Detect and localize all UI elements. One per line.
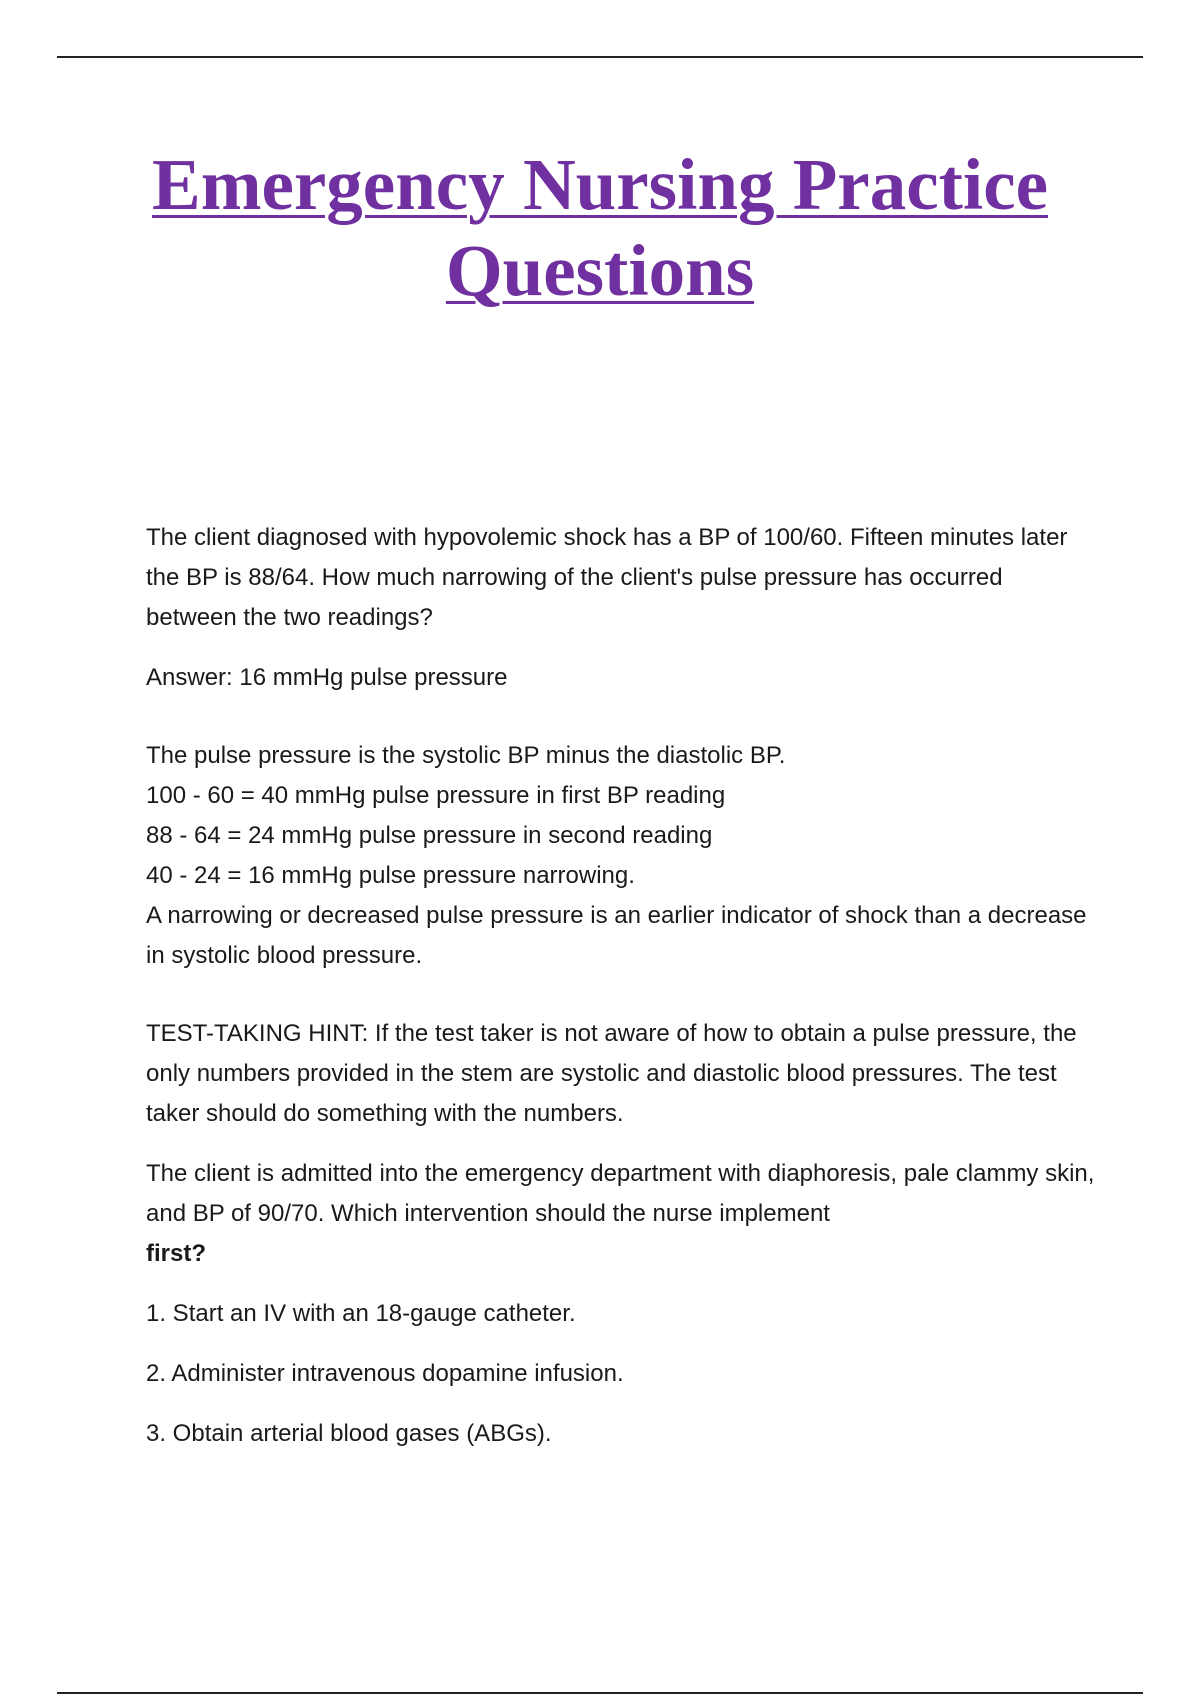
question-1-stem: The client diagnosed with hypovolemic shock has a BP of 100/60. Fifteen minutes later the BP is 88/64. How much narrowing of the client's pulse pressure has occurred between the two readings? (146, 524, 1068, 631)
answer-option: 3. Obtain arterial blood gases (ABGs). (146, 1420, 552, 1447)
answer-option: 2. Administer intravenous dopamine infusion. (146, 1360, 624, 1387)
bottom-rule (57, 1692, 1143, 1694)
top-rule (57, 56, 1143, 58)
title-line-1: Emergency Nursing Practice (152, 144, 1048, 225)
document-body (146, 518, 1096, 1454)
question-2-stem-text: The client is admitted into the emergency department with diaphoresis, pale clammy skin, and BP of 90/70. Which intervention should the nurse implement (146, 1160, 1095, 1227)
document-title (100, 142, 1100, 314)
question-2-stem-emphasis: first? (146, 1240, 206, 1267)
title-line-2: Questions (445, 230, 755, 311)
answer-option: 1. Start an IV with an 18-gauge catheter. (146, 1300, 576, 1327)
explanation-line: 88 - 64 = 24 mmHg pulse pressure in second reading (146, 822, 713, 849)
explanation-line: 100 - 60 = 40 mmHg pulse pressure in first BP reading (146, 782, 726, 809)
question-2-stem (146, 1154, 1096, 1274)
test-taking-hint: TEST-TAKING HINT: If the test taker is not aware of how to obtain a pulse pressure, the only numbers provided in the stem are systolic and diastolic blood pressures. The test taker should do something with the numbers. (146, 1020, 1077, 1127)
question-1-answer: Answer: 16 mmHg pulse pressure (146, 664, 508, 691)
explanation-line: The pulse pressure is the systolic BP minus the diastolic BP. (146, 742, 786, 769)
explanation-line: A narrowing or decreased pulse pressure is an earlier indicator of shock than a decrease in systolic blood pressure. (146, 902, 1087, 969)
explanation-line: 40 - 24 = 16 mmHg pulse pressure narrowing. (146, 862, 635, 889)
